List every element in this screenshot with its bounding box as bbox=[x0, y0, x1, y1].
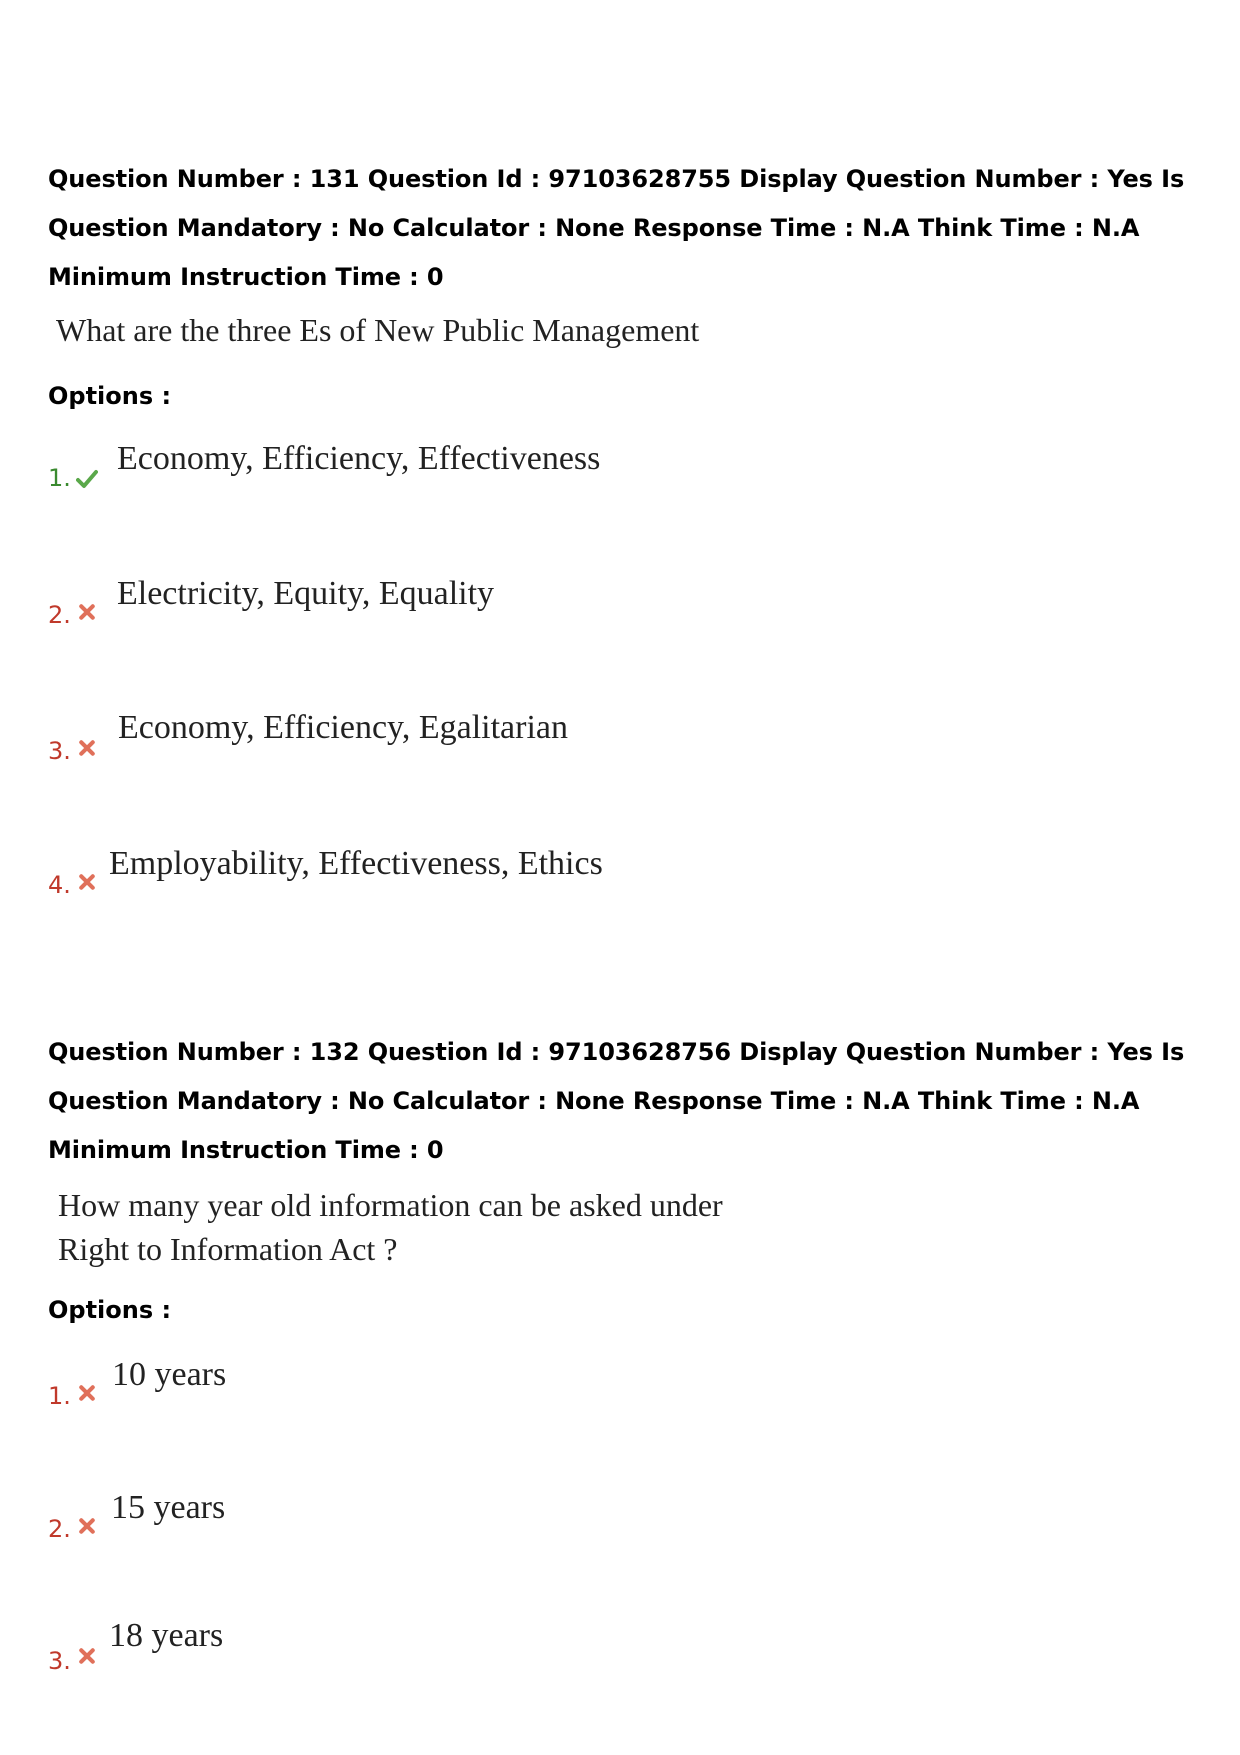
option-text: Economy, Efficiency, Egalitarian bbox=[118, 709, 569, 746]
cross-icon bbox=[78, 739, 96, 757]
option-number: 4. bbox=[48, 871, 71, 899]
option-text: 10 years bbox=[112, 1356, 227, 1393]
cross-icon bbox=[78, 1384, 96, 1402]
options-label-block bbox=[48, 1296, 1208, 1324]
cross-icon bbox=[78, 603, 96, 621]
question-text-line: How many year old information can be asked under bbox=[58, 1187, 723, 1223]
option-text: Economy, Efficiency, Effectiveness bbox=[117, 440, 601, 477]
question-131 bbox=[48, 155, 1208, 302]
options-label: Options : bbox=[48, 1296, 172, 1324]
option-number: 2. bbox=[48, 1515, 71, 1543]
options-label: Options : bbox=[48, 382, 172, 410]
question-text-block bbox=[56, 308, 1216, 352]
option-number: 2. bbox=[48, 601, 71, 629]
question-header: Question Number : 131 Question Id : 97103628755 Display Question Number : Yes Is Question Mandatory : No Calculator : None Response Time : N.A Think Time : N.A Minimum Instruction Time : 0 bbox=[48, 165, 1185, 291]
option-number: 3. bbox=[48, 1647, 71, 1675]
option-text: Employability, Effectiveness, Ethics bbox=[109, 845, 603, 882]
option-number: 1. bbox=[48, 464, 71, 492]
question-text: What are the three Es of New Public Management bbox=[56, 312, 700, 348]
option-text: 15 years bbox=[111, 1489, 226, 1526]
question-text-block bbox=[58, 1183, 1218, 1271]
cross-icon bbox=[78, 1647, 96, 1665]
question-132 bbox=[48, 1028, 1208, 1175]
option-text: Electricity, Equity, Equality bbox=[117, 575, 495, 612]
option-number: 3. bbox=[48, 737, 71, 765]
cross-icon bbox=[78, 1517, 96, 1535]
question-text-line: Right to Information Act ? bbox=[58, 1231, 398, 1267]
option-text: 18 years bbox=[109, 1617, 224, 1654]
cross-icon bbox=[78, 873, 96, 891]
option-number: 1. bbox=[48, 1382, 71, 1410]
question-header: Question Number : 132 Question Id : 97103628756 Display Question Number : Yes Is Question Mandatory : No Calculator : None Response Time : N.A Think Time : N.A Minimum Instruction Time : 0 bbox=[48, 1038, 1185, 1164]
options-label-block bbox=[48, 382, 1208, 410]
check-icon bbox=[76, 468, 98, 490]
